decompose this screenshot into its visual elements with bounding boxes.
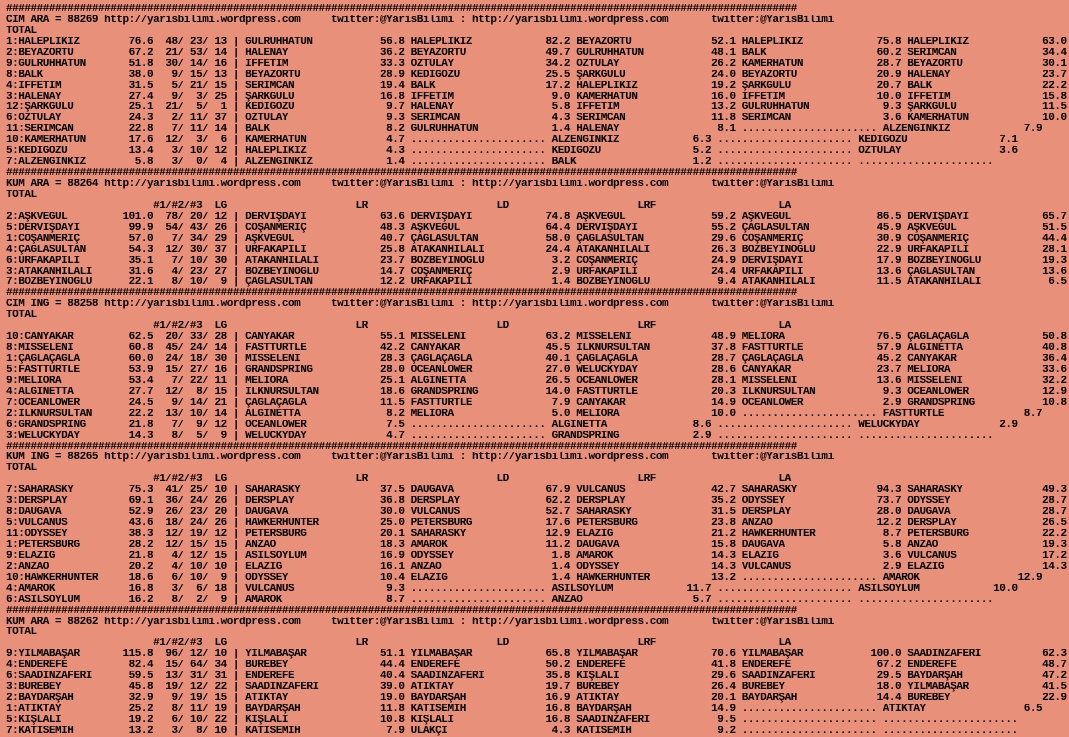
race-header: CIM ARA = 88269 http://yarisbilimi.wordpress.com twitter:@YarisBilimi : http://yarisbilimi.wordpress.com twitter:@YarisBilimi: [6, 14, 834, 26]
result-row: 6:ÖZTÜLAY 24.3 2/ 11/ 37 | ÖZTÜLAY 9.3 SERİMCAN 4.3 SERİMCAN 11.8 SERİMCAN 3.6 KAMERHATUN 10.0: [6, 113, 1067, 125]
result-row: 1:HALEPLİKIZ 76.6 48/ 23/ 13 | GÜLRUHHATUN 56.8 HALEPLİKIZ 82.2 BEYAZÖRTÜ 52.1 HALEPLİKIZ 75.8 HALEPLİKIZ 63.0: [6, 36, 1067, 48]
result-row: 1:ATİKTAY 25.2 8/ 11/ 19 | BAYDARŞAH 11.8 KATİSEMİH 16.8 BAYDARŞAH 14.9 ...................... ATİKTAY 6.5: [6, 704, 1043, 715]
race-header: CIM ING = 88258 http://yarisbilimi.wordpress.com twitter:@YarisBilimi : http://yarisbilimi.wordpress.com twitter:@YarisBilimi: [6, 299, 834, 311]
result-row: 6:URFAKAPILI 35.1 7/ 10/ 30 | ATAKANHİLALİ 23.7 BOZBEYİNOĞLU 3.2 COŞANMERİÇ 24.9 DERVİŞDAYI 17.9 BOZBEYİNOĞLU 19.3: [6, 255, 1067, 267]
result-row: 7:OCEANLOWER 24.5 9/ 14/ 21 | ÇAĞLAÇAĞLA 11.5 FASTTURTLE 7.9 CANYAKAR 14.9 OCEANLOWER 2.9 GRANDSPRING 10.8: [6, 397, 1067, 409]
result-row: 1:ÇAĞLAÇAĞLA 60.0 24/ 18/ 30 | MISSELENI 28.3 ÇAĞLAÇAĞLA 40.1 ÇAĞLAÇAĞLA 28.7 ÇAĞLAÇAĞLA 45.2 CANYAKAR 36.4: [6, 354, 1067, 365]
result-row: 2:BEYAZÖRTÜ 67.2 21/ 53/ 14 | HALENAY 36.2 BEYAZÖRTÜ 49.7 GÜLRUHHATUN 48.1 BALK 60.2 SERİMCAN 34.4: [6, 47, 1067, 59]
result-row: 3:DERSPLAY 69.1 36/ 24/ 26 | DERSPLAY 36.8 DERSPLAY 62.2 DERSPLAY 35.2 ODYSSEY 73.7 ODYSSEY 28.7: [6, 496, 1067, 508]
result-row: 5:KIŞLALI 19.2 6/ 10/ 22 | KIŞLALI 10.8 KIŞLALI 16.8 SAADİNZAFERİ 9.5 ...................... ......................: [6, 714, 1018, 726]
result-row: 6:GRANDSPRING 21.8 7/ 9/ 12 | OCEANLOWER 7.5 ...................... ALGINETTA 8.6 ...................... WELUCKYDAY 2.9: [6, 419, 1018, 431]
result-row: 5:KEDİGÖZÜ 13.4 3/ 10/ 12 | HALEPLİKIZ 4.3 ...................... KEDİGÖZÜ 5.2 ...................... ÖZTÜLAY 3.6: [6, 146, 1018, 158]
result-row: 3:BÜREBEY 45.8 19/ 12/ 22 | SAADİNZAFERİ 39.0 ATİKTAY 19.7 BÜREBEY 26.4 BÜREBEY 18.0 YILMABAŞAR 41.5: [6, 682, 1067, 694]
result-row: 7:SAHARASKY 75.3 41/ 25/ 10 | SAHARASKY 37.5 DAUGAVA 67.9 VULCANUS 42.7 SAHARASKY 94.3 SAHARASKY 49.3: [6, 485, 1067, 497]
race-header: KUM ARA = 88262 http://yarisbilimi.wordpress.com twitter:@YarisBilimi : http://yarisbilimi.wordpress.com twitter:@YarisBilimi: [6, 616, 834, 628]
result-row: 7:BOZBEYİNOĞLU 22.1 8/ 10/ 9 | ÇAĞLASULTAN 12.2 URFAKAPILI 1.4 BOZBEYİNOĞLU 9.4 ATAKANHİLALİ 11.5 ATAKANHİLALİ 6.5: [6, 277, 1067, 289]
result-row: 4:İFFETİM 31.5 5/ 21/ 15 | SERİMCAN 19.4 BALK 17.2 HALEPLİKIZ 19.2 ŞARKGÜLÜ 20.7 BALK 22.2: [6, 80, 1067, 92]
race-header: KUM ARA = 88264 http://yarisbilimi.wordpress.com twitter:@YarisBilimi : http://yarisbilimi.wordpress.com twitter:@YarisBilimi: [6, 179, 834, 190]
total-label: TOTAL: [6, 463, 37, 475]
result-row: 1:PETERSBURG 28.2 12/ 15/ 15 | ANZAO 18.3 AMAROK 11.2 DAUGAVA 15.8 DAUGAVA 5.8 ANZAO 19.3: [6, 539, 1067, 551]
result-row: 5:VULCANUS 43.6 18/ 24/ 26 | HAWKERHUNTER 25.0 PETERSBURG 17.6 PETERSBURG 23.8 ANZAO 12.2 DERSPLAY 26.5: [6, 518, 1067, 529]
result-row: 9:MELIORA 53.4 7/ 22/ 11 | MELIORA 25.1 ALGINETTA 26.5 OCEANLOWER 28.1 MISSELENI 13.6 MISSELENI 32.2: [6, 375, 1067, 387]
total-label: TOTAL: [6, 627, 37, 639]
result-row: 10:CANYAKAR 62.5 20/ 33/ 28 | CANYAKAR 55.1 MISSELENI 63.2 MISSELENI 48.9 MELIORA 76.5 ÇAĞLAÇAĞLA 50.8: [6, 332, 1067, 344]
result-row: 4:AMAROK 16.8 3/ 6/ 18 | VULCANUS 9.3 ...................... ASİLSOYLUM 11.7 ...................... ASİLSOYLUM 10.0: [6, 583, 1018, 595]
result-row: 12:ŞARKGÜLÜ 25.1 21/ 5/ 1 | KEDİGÖZÜ 9.7 HALENAY 5.8 İFFETİM 13.2 GÜLRUHHATUN 9.3 ŞARKGÜLÜ 11.5: [6, 102, 1067, 114]
column-header: #1/#2/#3 LG LR LD LRF LA: [6, 474, 791, 486]
result-row: 1:COŞANMERİÇ 57.0 7/ 34/ 29 | AŞKVEGÜL 40.7 ÇAĞLASULTAN 58.0 ÇAĞLASULTAN 29.6 COŞANMERİÇ 30.9 COŞANMERİÇ 44.4: [6, 233, 1067, 245]
column-header: #1/#2/#3 LG LR LD LRF LA: [6, 638, 791, 650]
result-row: 5:FASTTURTLE 53.9 15/ 27/ 16 | GRANDSPRING 28.0 OCEANLOWER 27.0 WELUCKYDAY 28.6 CANYAKAR 23.7 MELIORA 33.6: [6, 364, 1067, 376]
result-row: 8:DAUGAVA 52.9 26/ 23/ 20 | DAUGAVA 30.0 VULCANUS 52.7 SAHARASKY 31.5 DERSPLAY 28.0 DAUGAVA 28.7: [6, 507, 1067, 519]
column-header: #1/#2/#3 LG LR LD LRF LA: [6, 200, 791, 212]
result-row: 9:ELAZIĞ 21.8 4/ 12/ 15 | ASİLSOYLUM 16.9 ODYSSEY 1.8 AMAROK 14.3 ELAZIĞ 3.6 VULCANUS 17.2: [6, 550, 1067, 562]
race-header: KUM ING = 88265 http://yarisbilimi.wordpress.com twitter:@YarisBilimi : http://yarisbilimi.wordpress.com twitter:@YarisBilimi: [6, 452, 834, 464]
result-row: 8:BALK 38.0 9/ 15/ 13 | BEYAZÖRTÜ 28.9 KEDİGÖZÜ 25.5 ŞARKGÜLÜ 24.0 BEYAZÖRTÜ 20.9 HALENAY 23.7: [6, 69, 1067, 81]
total-label: TOTAL: [6, 25, 37, 37]
separator-line: #################################################################################################################################: [6, 605, 797, 617]
result-row: 10:KAMERHATUN 17.6 12/ 3/ 6 | KAMERHATUN 4.7 ...................... ALZENGİNKIZ 6.3 ...................... KEDİGÖZÜ 7.1: [6, 135, 1018, 147]
result-row: 10:HAWKERHUNTER 18.6 6/ 10/ 9 | ODYSSEY 10.4 ELAZIĞ 1.4 HAWKERHUNTER 13.2 ...................... AMAROK 12.9: [6, 572, 1043, 584]
result-row: 2:ANZAO 20.2 4/ 10/ 10 | ELAZIĞ 16.1 ANZAO 1.4 ODYSSEY 14.3 VULCANUS 2.9 ELAZIĞ 14.3: [6, 561, 1067, 573]
result-row: 3:WELUCKYDAY 14.3 8/ 5/ 9 | WELUCKYDAY 4.7 ...................... GRANDSPRING 2.9 ...................... ......................: [6, 430, 994, 442]
result-row: 6:ASİLSOYLUM 16.2 8/ 2/ 9 | AMAROK 8.7 ...................... ANZAO 5.7 ...................... ......................: [6, 594, 994, 606]
result-row: 11:ODYSSEY 38.3 12/ 19/ 12 | PETERSBURG 20.1 SAHARASKY 12.9 ELAZIĞ 21.2 HAWKERHUNTER 8.7 PETERSBURG 22.2: [6, 529, 1067, 540]
result-row: 3:HALENAY 27.4 9/ 3/ 25 | ŞARKGÜLÜ 16.8 İFFETİM 9.0 KAMERHATUN 16.0 İFFETİM 10.0 İFFETİM 15.8: [6, 91, 1067, 103]
total-label: TOTAL: [6, 189, 37, 201]
result-row: 3:ATAKANHİLALİ 31.6 4/ 23/ 27 | BOZBEYİNOĞLU 14.7 COŞANMERİÇ 2.9 URFAKAPILI 24.4 URFAKAPILI 13.6 ÇAĞLASULTAN 13.6: [6, 266, 1067, 278]
result-row: 2:İLKNURSULTAN 22.2 13/ 10/ 14 | ALGINETTA 8.2 MELIORA 5.0 MELIORA 10.0 ...................... FASTTURTLE 8.7: [6, 408, 1043, 420]
result-row: 8:MISSELENI 60.8 45/ 24/ 14 | FASTTURTLE 42.2 CANYAKAR 45.5 İLKNURSULTAN 37.8 FASTTURTLE 57.9 ALGINETTA 40.8: [6, 343, 1067, 354]
result-row: 7:KATİSEMİH 13.2 3/ 8/ 10 | KATİSEMİH 7.9 ULAKÇI 4.3 KATİSEMİH 9.2 ...................... ......................: [6, 725, 1018, 737]
result-row: 7:ALZENGİNKIZ 5.8 3/ 0/ 4 | ALZENGİNKIZ 1.4 ...................... BALK 1.2 ...................... ......................: [6, 157, 994, 169]
result-row: 11:SERİMCAN 22.8 7/ 11/ 14 | BALK 8.2 GÜLRUHHATUN 1.4 HALENAY 8.1 ...................... ALZENGİNKIZ 7.9: [6, 124, 1043, 136]
result-row: 2:BAYDARŞAH 32.9 9/ 19/ 15 | ATİKTAY 19.0 BAYDARŞAH 16.9 ATİKTAY 20.1 BAYDARŞAH 14.4 BÜREBEY 22.9: [6, 693, 1067, 704]
column-header: #1/#2/#3 LG LR LD LRF LA: [6, 321, 791, 333]
result-row: 4:ALGINETTA 27.7 12/ 8/ 15 | İLKNURSULTAN 18.6 GRANDSPRING 14.0 FASTTURTLE 20.3 İLKNURSULTAN 9.3 OCEANLOWER 12.9: [6, 386, 1067, 398]
total-label: TOTAL: [6, 310, 37, 322]
result-row: 9:GÜLRUHHATUN 51.8 30/ 14/ 16 | İFFETİM 33.3 ÖZTÜLAY 34.2 ÖZTÜLAY 26.2 KAMERHATUN 28.7 BEYAZÖRTÜ 30.1: [6, 58, 1067, 70]
result-row: 6:SAADİNZAFERİ 59.5 13/ 31/ 31 | ENDEREFE 40.4 SAADİNZAFERİ 35.8 KIŞLALI 29.6 SAADİNZAFERİ 29.5 BAYDARŞAH 47.2: [6, 671, 1067, 683]
result-row: 4:ÇAĞLASULTAN 54.3 12/ 30/ 37 | URFAKAPILI 25.8 ATAKANHİLALİ 24.4 ATAKANHİLALİ 26.3 BOZBEYİNOĞLU 22.9 URFAKAPILI 28.1: [6, 244, 1067, 256]
result-row: 5:DERVİŞDAYI 99.9 54/ 43/ 26 | COŞANMERİÇ 48.3 AŞKVEGÜL 64.4 DERVİŞDAYI 55.2 ÇAĞLASULTAN 45.9 AŞKVEGÜL 51.5: [6, 222, 1067, 234]
separator-line: #################################################################################################################################: [6, 441, 797, 453]
result-row: 4:ENDEREFE 82.4 15/ 64/ 34 | BÜREBEY 44.4 ENDEREFE 50.2 ENDEREFE 41.8 ENDEREFE 67.2 ENDEREFE 48.7: [6, 660, 1067, 672]
separator-line: #################################################################################################################################: [6, 4, 797, 15]
result-row: 2:AŞKVEGÜL 101.0 78/ 20/ 12 | DERVİŞDAYI 63.6 DERVİŞDAYI 74.8 AŞKVEGÜL 59.2 AŞKVEGÜL 86.5 DERVİŞDAYI 65.7: [6, 211, 1067, 223]
separator-line: #################################################################################################################################: [6, 168, 797, 179]
result-row: 9:YILMABAŞAR 115.8 96/ 12/ 10 | YILMABAŞAR 51.1 YILMABAŞAR 65.8 YILMABAŞAR 70.6 YILMABAŞAR 100.0 SAADİNZAFERİ 62.3: [6, 649, 1067, 661]
separator-line: #################################################################################################################################: [6, 288, 797, 300]
